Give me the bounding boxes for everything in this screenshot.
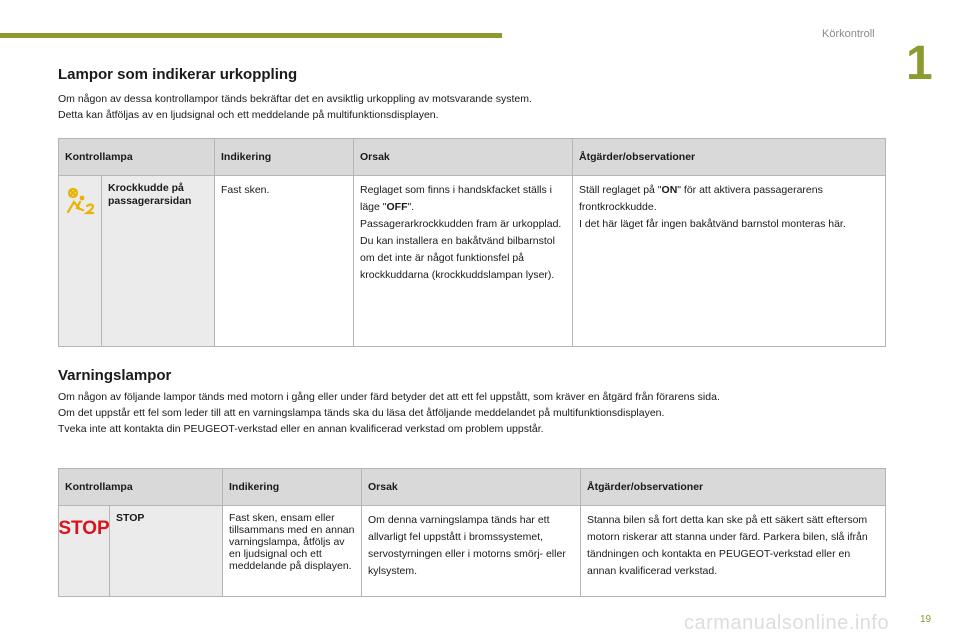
section2-intro — [58, 389, 720, 437]
lamp-action — [573, 176, 886, 347]
col-header-action: Åtgärder/observationer — [581, 469, 886, 506]
page-number: 19 — [920, 614, 932, 625]
table-row — [59, 506, 886, 597]
action-text: " för att aktivera passagerarens frontkrockkudde. — [579, 184, 823, 213]
disconnection-lamps-table — [58, 138, 886, 347]
lamp-icon-cell — [59, 506, 110, 597]
intro-line: Detta kan åtföljas av en ljudsignal och ett meddelande på multifunktionsdisplayen. — [58, 109, 439, 121]
stop-warning-icon — [58, 516, 110, 544]
intro-line: Om någon av dessa kontrollampor tänds bekräftar det en avsiktlig urkoppling av motsvarande system. — [58, 93, 532, 105]
col-header-lamp: Kontrollampa — [59, 469, 223, 506]
lamp-action: Stanna bilen så fort detta kan ske på ett säkert sätt eftersom motorn riskerar att stanna under färd. Parkera bilen, slå ifrån tändningen och kontakta en PEUGEOT-verkstad eller en annan kvalificerad verkstad. — [581, 506, 886, 597]
col-header-indication: Indikering — [215, 139, 354, 176]
intro-line: Om det uppstår ett fel som leder till att en varningslampa tänds ska du läsa det åtföljande meddelandet på multifunktionsdisplayen. — [58, 407, 665, 419]
lamp-cause: Om denna varningslampa tänds har ett allvarligt fel uppstått i bromssystemet, servostyrningen eller i motorns smörj- eller kylsystem. — [362, 506, 581, 597]
cause-text: Reglaget som finns i handskfacket ställs i läge " — [360, 184, 553, 213]
watermark: carmanualsonline.info — [684, 612, 890, 634]
table-header-row — [59, 139, 886, 176]
lamp-cause — [354, 176, 573, 347]
lamp-name: STOP — [110, 506, 223, 597]
section-title-warning-lamps: Varningslampor — [58, 367, 172, 384]
col-header-cause: Orsak — [362, 469, 581, 506]
lamp-indication: Fast sken. — [215, 176, 354, 347]
cause-text: Du kan installera en bakåtvänd bilbarnstol om det inte är något funktionsfel på krockkuddarna (krockkuddslampan lyser). — [360, 235, 555, 281]
cause-text: ". — [407, 201, 415, 213]
action-on-keyword: ON — [661, 184, 678, 196]
cause-off-keyword: OFF — [386, 201, 408, 213]
stop-icon-text: STOP — [58, 518, 110, 539]
lamp-indication: Fast sken, ensam eller tillsammans med en annan varningslampa, åtföljs av en ljudsignal och ett meddelande på displayen. — [223, 506, 362, 597]
col-header-indication: Indikering — [223, 469, 362, 506]
lamp-name: Krockkudde på passagerarsidan — [102, 176, 215, 347]
lamp-icon-cell — [59, 176, 102, 347]
col-header-cause: Orsak — [354, 139, 573, 176]
intro-line: Tveka inte att kontakta din PEUGEOT-verkstad eller en annan kvalificerad verkstad om problem uppstår. — [58, 423, 544, 435]
action-text: I det här läget får ingen bakåtvänd barnstol monteras här. — [579, 218, 846, 230]
intro-line: Om någon av följande lampor tänds med motorn i gång eller under färd betyder det att ett fel uppstått, som kräver en åtgärd från förarens sida. — [58, 391, 720, 403]
col-header-action: Åtgärder/observationer — [573, 139, 886, 176]
airbag-off-icon — [63, 186, 97, 222]
chapter-number: 1 — [906, 37, 933, 90]
header-accent-bar — [0, 33, 502, 38]
col-header-lamp: Kontrollampa — [59, 139, 215, 176]
action-text: Ställ reglaget på " — [579, 184, 662, 196]
chapter-label: Körkontroll — [822, 28, 875, 40]
cause-text: Passagerarkrockkudden fram är urkopplad. — [360, 218, 562, 230]
warning-lamps-table — [58, 468, 886, 597]
table-header-row — [59, 469, 886, 506]
table-row — [59, 176, 886, 347]
section1-intro — [58, 91, 532, 123]
section-title-disconnection-lamps: Lampor som indikerar urkoppling — [58, 66, 298, 83]
